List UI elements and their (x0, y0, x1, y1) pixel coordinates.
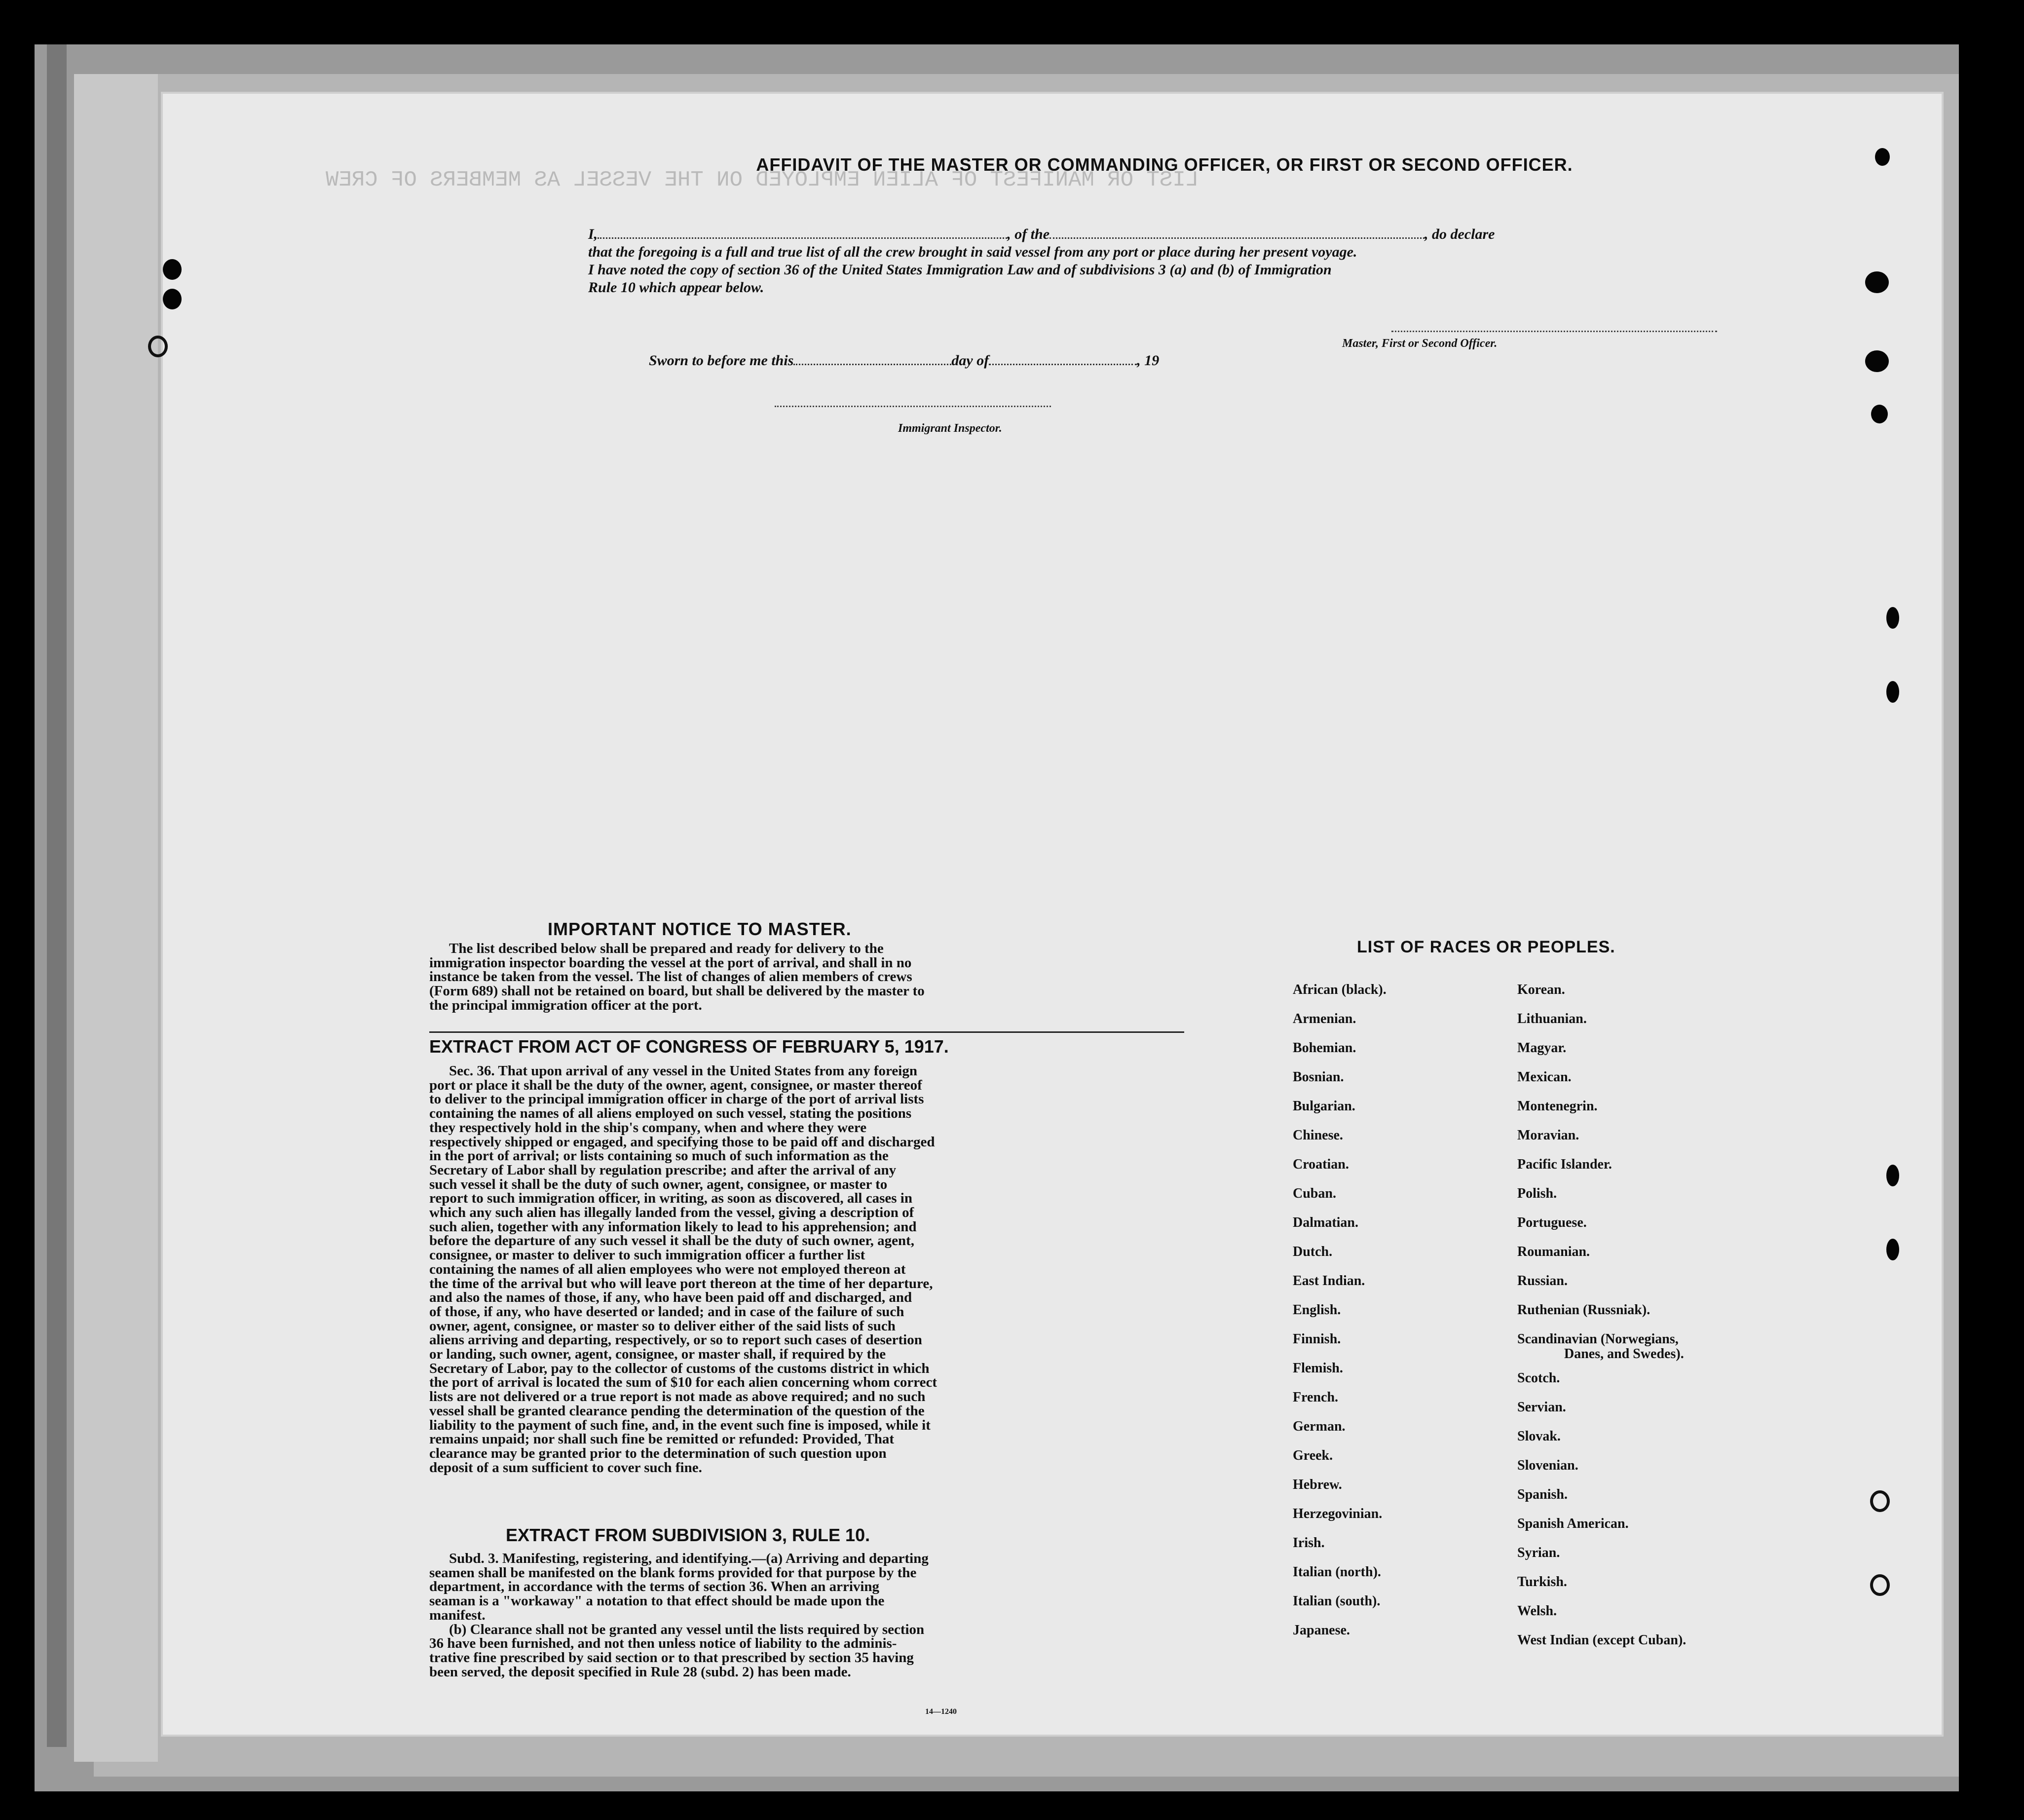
race-item: Armenian. (1293, 1011, 1356, 1026)
rule-line: manifest. (429, 1607, 486, 1623)
race-item: Roumanian. (1517, 1244, 1590, 1259)
binder-hole (1875, 148, 1890, 166)
master-signature-line (1391, 331, 1717, 332)
race-item: Italian (north). (1293, 1564, 1381, 1580)
race-item: Ruthenian (Russniak). (1517, 1302, 1650, 1318)
binder-hole (1870, 1574, 1890, 1596)
race-item: French. (1293, 1390, 1339, 1405)
affidavit-line-4: Rule 10 which appear below. (588, 279, 764, 296)
race-item: Flemish. (1293, 1361, 1343, 1376)
binding-strip (74, 74, 158, 1762)
race-item: Portuguese. (1517, 1215, 1587, 1230)
act-line: clearance may be granted prior to the determination of such question upon (429, 1445, 887, 1461)
affidavit-title: AFFIDAVIT OF THE MASTER OR COMMANDING OFFICER, OR FIRST OR SECOND OFFICER. (756, 154, 1573, 175)
race-item: Spanish. (1517, 1487, 1568, 1502)
section-rule (429, 1031, 1184, 1033)
act-line: containing the names of all aliens employed on such vessel, stating the positions (429, 1105, 912, 1122)
race-item: Magyar. (1517, 1040, 1567, 1056)
inspector-signature-label: Immigrant Inspector. (898, 422, 1002, 435)
race-item: Scandinavian (Norwegians, (1517, 1331, 1679, 1347)
affidavit-line-3: I have noted the copy of section 36 of the United States Immigration Law and of subdivisions 3 (a) and (b) of Immigration (588, 262, 1332, 278)
rule-line: (b) Clearance shall not be granted any vessel until the lists required by section (449, 1621, 925, 1637)
act-line: consignee, or master to deliver to such immigration officer a further list (429, 1247, 865, 1263)
race-item: Syrian. (1517, 1545, 1560, 1560)
rule-line: been served, the deposit specified in Rule 28 (subd. 2) has been made. (429, 1664, 851, 1680)
binder-hole (148, 336, 168, 357)
race-item: Danes, and Swedes). (1564, 1346, 1684, 1362)
notice-line: The list described below shall be prepared and ready for delivery to the (449, 941, 884, 956)
bleed-through-text: LIST OR MANIFEST OF ALIEN EMPLOYED ON THE VESSEL AS MEMBERS OF CREW (326, 168, 1199, 192)
race-item: Hebrew. (1293, 1477, 1342, 1492)
race-item: Cuban. (1293, 1186, 1336, 1201)
race-item: Montenegrin. (1517, 1099, 1598, 1114)
race-item: Dutch. (1293, 1244, 1333, 1259)
binder-hole (1865, 350, 1889, 372)
document-sheet (163, 94, 1942, 1735)
race-item: Russian. (1517, 1273, 1568, 1289)
race-item: Chinese. (1293, 1128, 1343, 1143)
act-line: they respectively hold in the ship's company, when and where they were (429, 1119, 867, 1136)
binder-hole (1870, 1490, 1890, 1512)
race-item: Bosnian. (1293, 1069, 1344, 1085)
inspector-signature-line (775, 406, 1051, 407)
act-line: to deliver to the principal immigration officer in charge of the port of arrival lists (429, 1091, 924, 1107)
race-item: English. (1293, 1302, 1341, 1318)
notice-line: immigration inspector boarding the vessel at the port of arrival, and shall in no (429, 954, 912, 971)
binder-hole (1871, 405, 1888, 423)
binder-hole (163, 259, 182, 280)
affidavit-declaration-line: I, , of the , do declare (588, 226, 1495, 242)
race-item: Turkish. (1517, 1574, 1567, 1590)
notice-line: the principal immigration officer at the port. (429, 997, 702, 1013)
act-line: containing the names of all alien employees who were not employed thereon at (429, 1261, 906, 1277)
race-item: Mexican. (1517, 1069, 1572, 1085)
race-item: Croatian. (1293, 1157, 1349, 1172)
race-item: Moravian. (1517, 1128, 1579, 1143)
race-item: Irish. (1293, 1535, 1325, 1551)
race-item: Bohemian. (1293, 1040, 1356, 1056)
act-line: of those, if any, who have deserted or landed; and in case of the failure of such (429, 1303, 904, 1320)
act-title: EXTRACT FROM ACT OF CONGRESS OF FEBRUARY 5, 1917. (429, 1036, 949, 1057)
master-signature-label: Master, First or Second Officer. (1342, 337, 1498, 350)
race-item: African (black). (1293, 982, 1387, 997)
act-line: deposit of a sum sufficient to cover such fine. (429, 1459, 702, 1476)
act-line: liability to the payment of such fine, and, in the event such fine is imposed, while it (429, 1417, 931, 1433)
act-line: remains unpaid; nor shall such fine be remitted or refunded: Provided, That (429, 1431, 895, 1447)
act-line: Secretary of Labor, pay to the collector of customs of the customs district in which (429, 1360, 930, 1376)
race-item: West Indian (except Cuban). (1517, 1632, 1687, 1648)
binder-hole (1886, 1239, 1899, 1260)
race-item: Pacific Islander. (1517, 1157, 1612, 1172)
race-item: Slovak. (1517, 1429, 1561, 1444)
binder-hole (1886, 1165, 1899, 1186)
sworn-line: Sworn to before me this day of , 19 (649, 352, 1160, 369)
act-line: Secretary of Labor shall by regulation prescribe; and after the arrival of any (429, 1162, 897, 1178)
race-item: Welsh. (1517, 1603, 1557, 1619)
notice-body (429, 942, 1184, 1013)
act-line: owner, agent, consignee, or master so to deliver either of the said lists of such (429, 1318, 896, 1334)
binder-hole (163, 289, 182, 309)
binder-hole (1886, 681, 1899, 703)
act-line: or landing, such owner, agent, consignee, or master shall, if required by the (429, 1346, 886, 1363)
rule-line: 36 have been furnished, and not then unless notice of liability to the adminis- (429, 1635, 897, 1652)
race-item: Italian (south). (1293, 1593, 1381, 1609)
act-line: the port of arrival is located the sum of $10 for each alien concerning whom correct (429, 1374, 937, 1391)
act-line: vessel shall be granted clearance pending the determination of the question of the (429, 1403, 925, 1419)
notice-line: (Form 689) shall not be retained on board, but shall be delivered by the master to (429, 983, 925, 999)
race-item: East Indian. (1293, 1273, 1365, 1289)
race-item: Finnish. (1293, 1331, 1341, 1347)
act-line: report to such immigration officer, in writing, as soon as discovered, all cases in (429, 1190, 912, 1207)
races-title: LIST OF RACES OR PEOPLES. (1357, 938, 1615, 956)
binder-hole (1886, 607, 1899, 629)
binder-hole (1865, 271, 1889, 293)
race-item: Lithuanian. (1517, 1011, 1587, 1026)
race-item: Servian. (1517, 1400, 1566, 1415)
binding-edge (47, 44, 67, 1747)
act-line: such vessel it shall be the duty of such owner, agent, consignee, or master to (429, 1176, 888, 1192)
rule-line: seaman is a "workaway" a notation to that effect should be made upon the (429, 1593, 885, 1609)
act-line: aliens arriving and departing, respectively, or so to report such cases of desertion (429, 1332, 922, 1348)
notice-title: IMPORTANT NOTICE TO MASTER. (548, 919, 852, 939)
race-item: Scotch. (1517, 1370, 1560, 1386)
notice-line: instance be taken from the vessel. The list of changes of alien members of crews (429, 969, 912, 985)
form-number: 14—1240 (925, 1707, 957, 1716)
act-line: the time of the arrival but who will leave port thereon at the time of her departure, (429, 1275, 933, 1291)
act-line: lists are not delivered or a true report is not made as above required; and no such (429, 1389, 926, 1405)
race-item: German. (1293, 1419, 1346, 1434)
rule-line: seamen shall be manifested on the blank forms provided for that purpose by the (429, 1564, 917, 1581)
race-item: Japanese. (1293, 1623, 1350, 1638)
rule-body (429, 1552, 1184, 1679)
act-line: in the port of arrival; or lists containing so much of such information as the (429, 1148, 889, 1164)
race-item: Herzegovinian. (1293, 1506, 1383, 1521)
race-item: Slovenian. (1517, 1458, 1578, 1473)
act-line: and also the names of those, if any, who have been paid off and discharged, and (429, 1289, 912, 1306)
act-line: port or place it shall be the duty of the owner, agent, consignee, or master thereof (429, 1077, 922, 1093)
rule-line: trative fine prescribed by said section or to that prescribed by section 35 having (429, 1649, 914, 1666)
act-line: before the departure of any such vessel it shall be the duty of such owner, agent, (429, 1233, 915, 1249)
act-line: which any such alien has illegally landed from the vessel, giving a description of (429, 1205, 914, 1221)
race-item: Spanish American. (1517, 1516, 1629, 1531)
rule-title: EXTRACT FROM SUBDIVISION 3, RULE 10. (506, 1525, 870, 1545)
race-item: Greek. (1293, 1448, 1333, 1463)
act-line: such alien, together with any information likely to lead to his apprehension; and (429, 1218, 917, 1235)
race-item: Polish. (1517, 1186, 1557, 1201)
act-line: respectively shipped or engaged, and specifying those to be paid off and discharged (429, 1134, 935, 1150)
race-item: Dalmatian. (1293, 1215, 1358, 1230)
act-body (429, 1064, 1184, 1475)
race-item: Korean. (1517, 982, 1565, 997)
race-item: Bulgarian. (1293, 1099, 1355, 1114)
rule-line: department, in accordance with the terms of section 36. When an arriving (429, 1579, 880, 1595)
act-line: Sec. 36. That upon arrival of any vessel in the United States from any foreign (449, 1063, 917, 1079)
rule-line: Subd. 3. Manifesting, registering, and identifying.—(a) Arriving and departing (449, 1551, 929, 1566)
affidavit-line-2: that the foregoing is a full and true list of all the crew brought in said vessel from any port or place during her present voyage. (588, 244, 1357, 260)
